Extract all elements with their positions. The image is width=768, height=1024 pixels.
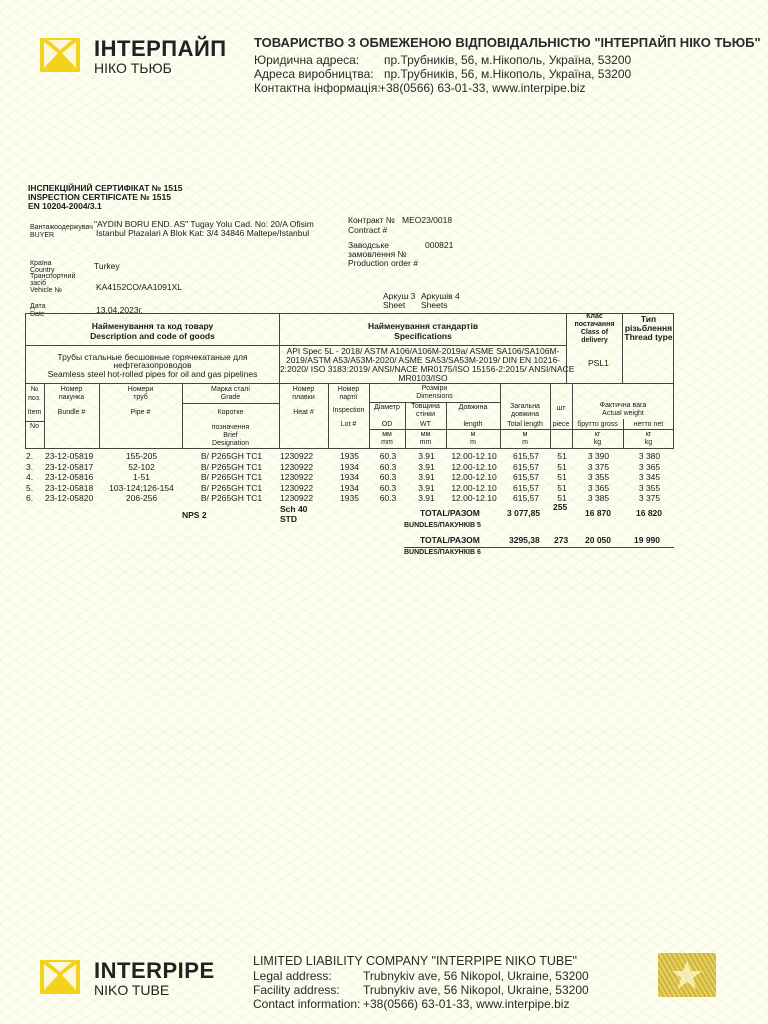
row-net: 3 355 — [638, 482, 661, 493]
col-weight-1: Фактична вага — [599, 402, 647, 409]
row-heat: 1230922 — [280, 482, 314, 493]
nps-label: NPS 2 — [182, 510, 207, 520]
bundles2-label: BUNDLES/ПАКУНКІВ 6 — [404, 549, 481, 556]
col-bundle-2: пакунка — [58, 394, 85, 401]
col-grade-2: Grade — [220, 394, 241, 401]
table-row — [26, 493, 675, 504]
col-pipe-2: труб — [133, 394, 148, 401]
row-length: 12.00-12.10 — [451, 461, 497, 472]
col-len-1: Довжина — [458, 404, 488, 411]
country-value: Turkey — [94, 261, 120, 271]
contract-number: MEO23/0018 — [402, 215, 453, 225]
vehicle-value: KA4152CO/AA1091XL — [96, 282, 183, 292]
legal-address-label-en: Legal address: — [253, 969, 332, 983]
col-od-1: Діаметр — [374, 404, 400, 411]
total2-label: TOTAL/РАЗОМ — [420, 535, 480, 545]
row-net: 3 365 — [638, 461, 661, 472]
goods-desc-ru-1: Трубы стальные бесшовные горячекатаные для — [57, 352, 248, 362]
row-heat: 1230922 — [280, 451, 314, 461]
row-lot: 1935 — [340, 451, 359, 461]
col-grade-1: Марка сталі — [211, 386, 250, 393]
total1-label: TOTAL/РАЗОМ — [420, 508, 480, 518]
row-wt: 3.91 — [418, 493, 435, 503]
class-heading-3: Class of — [580, 329, 609, 336]
col-bundle-3: Bundle # — [57, 409, 86, 416]
company-title-en: LIMITED LIABILITY COMPANY "INTERPIPE NIKO TUBE" — [253, 954, 577, 968]
row-item-no: 4. — [26, 472, 34, 482]
row-item-no: 6. — [26, 493, 34, 503]
hologram-stamp — [658, 953, 716, 997]
col-od-4: mm — [381, 439, 393, 446]
row-pieces: 51 — [557, 472, 567, 482]
col-len-4: m — [470, 439, 476, 446]
row-gross: 3 390 — [587, 451, 610, 461]
col-lot-3: Inspection — [332, 407, 365, 414]
row-length: 12.00-12.10 — [451, 472, 497, 482]
row-lot: 1934 — [340, 461, 359, 472]
thread-heading-2: різьблення — [624, 323, 673, 333]
row-wt: 3.91 — [418, 472, 435, 482]
contact-value-en: +38(0566) 63-01-33, www.interpipe.biz — [363, 997, 570, 1011]
col-total-len-5: m — [522, 439, 528, 446]
goods-desc-en: Seamless steel hot-rolled pipes for oil and gas pipelines — [47, 369, 258, 379]
country-label: Країна — [30, 260, 52, 267]
col-net-2: кг — [645, 431, 652, 438]
sheet-label-en: Sheet — [383, 300, 406, 310]
date-label: Дата — [30, 303, 46, 310]
legal-address-label: Юридична адреса: — [254, 53, 360, 67]
row-bundle: 23-12-05820 — [45, 493, 94, 503]
logo-wordmark: ІНТЕРПАЙП — [94, 36, 227, 61]
facility-address-label: Адреса виробництва: — [254, 67, 374, 81]
logo-subtitle-en: NIKO TUBE — [94, 982, 170, 998]
row-heat: 1230922 — [280, 461, 314, 472]
row-gross: 3 375 — [587, 461, 610, 472]
col-dims-1: Розміри — [421, 385, 448, 392]
total2-length: 3295,38 — [509, 535, 540, 545]
company-title-ua: ТОВАРИСТВО З ОБМЕЖЕНОЮ ВІДПОВІДАЛЬНІСТЮ "ІНТЕРПАЙП НІКО ТЬЮБ" — [254, 35, 761, 50]
table-row — [26, 483, 675, 494]
row-od: 60.3 — [379, 461, 397, 472]
col-total-len-4: м — [522, 431, 528, 438]
spec-line-4: MR0103/ISO — [398, 373, 448, 383]
table-rule — [369, 429, 674, 430]
goods-heading-en: Description and code of goods — [90, 331, 215, 341]
col-grade-6: Designation — [212, 440, 249, 447]
row-item-no: 3. — [26, 461, 34, 472]
row-grade: B/ P265GH TC1 — [200, 493, 263, 503]
table-rule — [25, 421, 44, 422]
row-net: 3 345 — [638, 472, 661, 482]
row-grade: B/ P265GH TC1 — [200, 472, 263, 482]
row-pieces: 51 — [557, 451, 567, 461]
col-grade-4: позначення — [211, 424, 250, 431]
buyer-line1: "AYDIN BORU END. AS" Tugay Yolu Cad. No: 20/A Ofisim — [94, 219, 314, 229]
total2-pieces: 273 — [554, 535, 569, 545]
sheet-label: Аркуш 3 — [383, 291, 416, 301]
row-total-length: 615,57 — [513, 493, 539, 503]
col-no-4: No — [30, 423, 39, 430]
legal-address-value-en: Trubnykiv ave, 56 Nikopol, Ukraine, 53200 — [363, 969, 589, 983]
facility-address-value: пр.Трубників, 56, м.Нікополь, Україна, 53200 — [384, 67, 632, 81]
class-heading-1: Клас — [586, 313, 603, 320]
col-grade-3: Коротке — [217, 409, 244, 416]
col-lot-1: Номер — [337, 386, 360, 393]
row-gross: 3 365 — [587, 482, 610, 493]
contact-label-en: Contact information: — [253, 997, 361, 1011]
row-length: 12.00-12.10 — [451, 482, 497, 493]
cert-title-ua: ІНСПЕКЦІЙНИЙ СЕРТИФІКАТ № 1515 — [28, 183, 183, 193]
row-heat: 1230922 — [280, 472, 314, 482]
facility-address-value-en: Trubnykiv ave, 56 Nikopol, Ukraine, 53200 — [363, 983, 589, 997]
total1-pieces: 255 — [553, 502, 568, 512]
col-len-2: length — [463, 421, 483, 428]
col-wt-4: мм — [420, 431, 431, 438]
row-pieces: 51 — [557, 482, 567, 493]
row-grade: B/ P265GH TC1 — [200, 482, 263, 493]
country-label-en: Country — [30, 267, 55, 274]
col-heat-2: плавки — [292, 394, 315, 401]
row-bundle: 23-12-05818 — [45, 482, 94, 493]
table-row — [26, 472, 675, 483]
total1-net: 16 820 — [636, 508, 662, 518]
sheets-label: Аркушів 4 — [421, 291, 460, 301]
hologram-star-icon — [658, 953, 716, 997]
thread-heading-1: Тип — [640, 314, 657, 324]
col-od-2: OD — [381, 421, 393, 428]
bundles1-label: BUNDLES/ПАКУНКІВ 5 — [404, 522, 481, 529]
col-total-len-1: Загальна — [510, 403, 540, 410]
row-heat: 1230922 — [280, 493, 314, 503]
class-value: PSL1 — [588, 358, 609, 368]
std-label: STD — [280, 514, 297, 524]
col-no-1: № — [30, 386, 39, 393]
sch-label: Sch 40 — [280, 504, 308, 514]
table-row — [26, 451, 675, 462]
cert-standard: EN 10204-2004/3.1 — [28, 201, 102, 211]
col-gross-3: kg — [593, 439, 602, 446]
goods-desc-ru-2: нефтегазопроводов — [113, 360, 192, 370]
spec-line-1: API Spec 5L - 2018/ ASTM A106/A106M-2019a/ ASME SA106/SA106M- — [286, 346, 560, 356]
logo-subtitle: НІКО ТЬЮБ — [94, 60, 172, 76]
buyer-label-en: BUYER — [30, 232, 55, 239]
row-pieces: 51 — [557, 493, 567, 503]
col-heat-3: Heat # — [293, 409, 314, 416]
col-lot-4: Lot # — [340, 421, 357, 428]
pipe-rows-table — [26, 451, 675, 504]
col-gross-1: брутто gross — [577, 421, 618, 428]
cert-title-en: INSPECTION CERTIFICATE № 1515 — [28, 192, 171, 202]
total2-underline — [404, 547, 674, 548]
vehicle-label: Транспортний — [30, 273, 76, 280]
contact-value: +38(0566) 63-01-33, www.interpipe.biz — [379, 81, 586, 95]
spec-line-2: 2019/ASTM A53/A53M-2020/ ASME SA53/SA53M-2019/ DIN EN 10216- — [285, 355, 561, 365]
row-item-no: 5. — [26, 482, 34, 493]
row-bundle: 23-12-05816 — [45, 472, 94, 482]
row-pipes: 52-102 — [128, 461, 155, 472]
row-item-no: 2. — [26, 451, 34, 461]
contract-label: Контракт № — [348, 215, 395, 225]
vehicle-label-en: Vehicle № — [30, 287, 63, 294]
col-total-len-2: довжина — [511, 411, 539, 418]
table-row — [26, 462, 675, 473]
row-grade: B/ P265GH TC1 — [200, 461, 263, 472]
order-label-en: Production order # — [348, 258, 418, 268]
col-wt-2: стінки — [415, 411, 436, 418]
row-pipes: 1-51 — [132, 472, 150, 482]
order-label-2: замовлення № — [348, 249, 407, 259]
col-grade-5: Brief — [223, 432, 238, 439]
row-od: 60.3 — [379, 493, 397, 503]
row-lot: 1934 — [340, 482, 359, 493]
row-wt: 3.91 — [418, 451, 435, 461]
total1-gross: 16 870 — [585, 508, 611, 518]
row-net: 3 380 — [638, 451, 661, 461]
total2-gross: 20 050 — [585, 535, 611, 545]
contact-label: Контактна інформація: — [254, 81, 381, 95]
buyer-label: Вантажоодержувач — [30, 224, 93, 231]
row-length: 12.00-12.10 — [451, 451, 497, 461]
col-len-3: м — [470, 431, 476, 438]
row-gross: 3 355 — [587, 472, 610, 482]
legal-address-value: пр.Трубників, 56, м.Нікополь, Україна, 53200 — [384, 53, 632, 67]
table-rule — [25, 383, 674, 384]
row-pipes: 206-256 — [125, 493, 158, 503]
col-dims-2: Dimensions — [416, 393, 453, 400]
row-pipes: 155-205 — [125, 451, 158, 461]
col-weight-2: Actual weight — [602, 410, 644, 417]
col-od-3: мм — [382, 431, 392, 438]
facility-address-label-en: Facility address: — [253, 983, 340, 997]
row-lot: 1934 — [340, 472, 359, 482]
row-total-length: 615,57 — [513, 461, 539, 472]
table-rule — [550, 383, 551, 449]
row-pipes: 103-124;126-154 — [109, 482, 174, 493]
col-pieces-1: шт — [556, 405, 566, 412]
row-od: 60.3 — [379, 482, 397, 493]
col-pipe-3: Pipe # — [130, 409, 151, 416]
row-gross: 3 385 — [587, 493, 610, 503]
row-net: 3 375 — [638, 493, 661, 503]
goods-heading-ua: Найменування та код товару — [91, 321, 214, 331]
order-number: 000821 — [425, 240, 454, 250]
row-wt: 3.91 — [418, 482, 435, 493]
buyer-line2: Istanbul Plazalari A Blok Kat: 3/4 34846 Maltepe/Istanbul — [96, 228, 310, 238]
col-pieces-2: piece — [552, 421, 570, 428]
col-net-1: нетто net — [633, 421, 664, 428]
interpipe-logo-icon — [40, 38, 80, 72]
col-total-len-3: Total length — [507, 421, 543, 428]
col-lot-2: партії — [339, 394, 358, 401]
col-bundle-1: Номер — [60, 386, 83, 393]
col-no-2: поз. — [28, 395, 41, 402]
row-bundle: 23-12-05817 — [45, 461, 94, 472]
table-rule — [182, 403, 279, 404]
contract-label-en: Contract # — [348, 225, 388, 235]
class-heading-4: delivery — [581, 337, 608, 344]
row-length: 12.00-12.10 — [451, 493, 497, 503]
col-gross-2: кг — [594, 431, 601, 438]
row-total-length: 615,57 — [513, 482, 539, 493]
spec-heading-en: Specifications — [394, 331, 452, 341]
row-total-length: 615,57 — [513, 472, 539, 482]
row-od: 60.3 — [379, 472, 397, 482]
interpipe-logo-icon — [40, 960, 80, 994]
order-label: Заводське — [348, 240, 390, 250]
row-pieces: 51 — [557, 461, 567, 472]
total2-net: 19 990 — [634, 535, 660, 545]
col-wt-3: WT — [420, 421, 431, 428]
col-no-3: Item — [27, 409, 42, 416]
col-net-3: kg — [644, 439, 653, 446]
date-label-en: Date — [30, 311, 45, 318]
col-wt-5: mm — [419, 439, 432, 446]
date-value: 13.04.2023г. — [96, 305, 143, 315]
col-heat-1: Номер — [292, 386, 315, 393]
spec-heading-ua: Найменування стандартів — [367, 321, 479, 331]
class-heading-2: постачання — [574, 321, 615, 328]
col-wt-1: Товщина — [411, 403, 440, 410]
col-pipe-1: Номери — [127, 386, 154, 393]
spec-line-3: 2:2020/ ISO 3183:2019/ ANSI/NACE MR0175/ISO 15156-2:2015/ ANSI/NACE — [280, 364, 575, 374]
row-wt: 3.91 — [418, 461, 435, 472]
row-bundle: 23-12-05819 — [45, 451, 94, 461]
vehicle-label-2: засіб — [30, 280, 47, 287]
row-od: 60.3 — [379, 451, 397, 461]
total1-length: 3 077,85 — [507, 508, 541, 518]
row-grade: B/ P265GH TC1 — [200, 451, 263, 461]
row-total-length: 615,57 — [513, 451, 539, 461]
logo-wordmark-en: INTERPIPE — [94, 958, 215, 983]
sheets-label-en: Sheets — [421, 300, 448, 310]
thread-heading-3: Thread type — [624, 332, 673, 342]
row-lot: 1935 — [340, 493, 359, 503]
